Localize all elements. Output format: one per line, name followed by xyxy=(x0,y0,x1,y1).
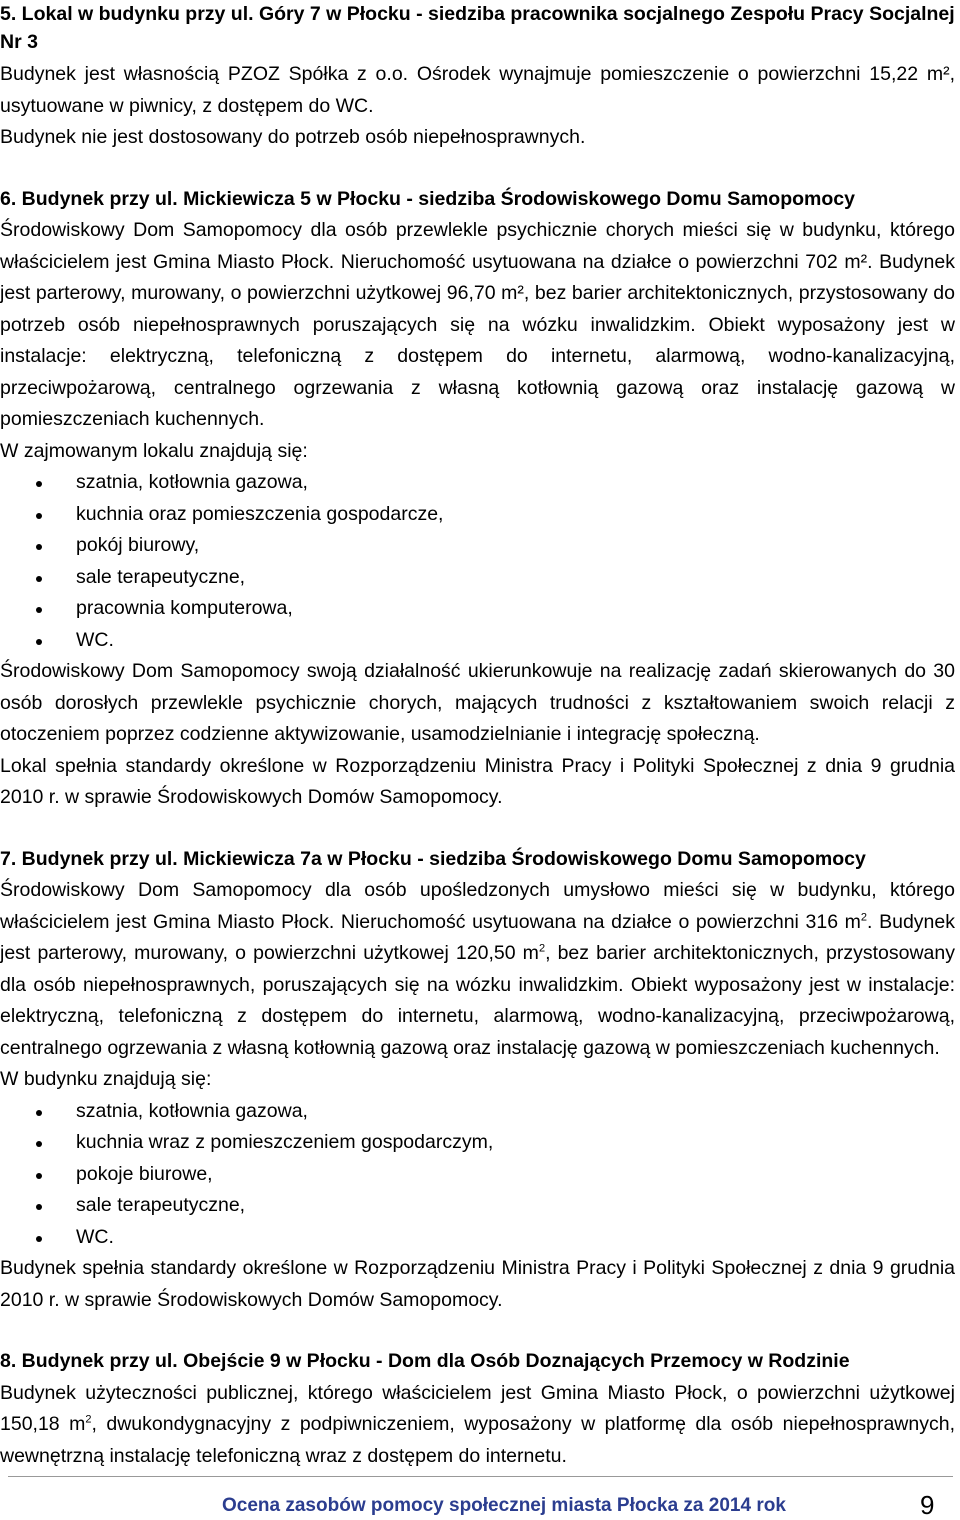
section-6-list-intro: W zajmowanym lokalu znajdują się: xyxy=(0,439,308,462)
section-7-list-intro: W budynku znajdują się: xyxy=(0,1068,212,1090)
list-item: kuchnia wraz z pomieszczeniem gospodarczym, xyxy=(0,1127,955,1159)
bullet-icon xyxy=(36,1141,42,1147)
section-7-paragraph-2: Budynek spełnia standardy określone w Rozporządzeniu Ministra Pracy i Polityki Społecznej z dnia 9 grudnia 2010 r. w sprawie Środowiskowych Domów Samopomocy. xyxy=(0,1257,955,1311)
section-7-list xyxy=(0,1096,955,1254)
footer-title: Ocena zasobów pomocy społecznej miasta Płocka za 2014 rok xyxy=(222,1495,786,1516)
list-item: kuchnia oraz pomieszczenia gospodarcze, xyxy=(0,499,955,531)
bullet-icon xyxy=(36,1204,42,1210)
list-item: sale terapeutyczne, xyxy=(0,562,955,594)
list-item: szatnia, kotłownia gazowa, xyxy=(0,1096,955,1128)
section-6-paragraph-1: Środowiskowy Dom Samopomocy dla osób przewlekle psychicznie chorych mieści się w budynku, którego właścicielem jest Gmina Miasto Płock. Nieruchomość usytuowana na działce o powierzchni 702 m². Budynek jest parterowy, murowany, o powierzchni użytkowej 96,70 m², bez barier architektonicznych, przystosowany do potrzeb osób niepełnosprawnych poruszających się na wózku inwalidzkim. Obiekt wyposażony jest w instalacje: elektryczną, telefoniczną z dostępem do internetu, alarmową, wodno-kanalizacyjną, przeciwpożarową, centralnego ogrzewania z własną kotłownią gazową oraz instalację gazową w pomieszczeniach kuchennych. xyxy=(0,219,955,430)
bullet-icon xyxy=(36,1110,42,1116)
list-item: pokoje biurowe, xyxy=(0,1159,955,1191)
list-item: pracownia komputerowa, xyxy=(0,593,955,625)
bullet-icon xyxy=(36,1236,42,1242)
list-item: WC. xyxy=(0,625,955,657)
page-number: 9 xyxy=(920,1490,935,1520)
section-7-heading: 7. Budynek przy ul. Mickiewicza 7a w Płocku - siedziba Środowiskowego Domu Samopomocy xyxy=(0,847,866,870)
section-6-paragraph-2: Środowiskowy Dom Samopomocy swoją działalność ukierunkowuje na realizację zadań skierowanych do 30 osób dorosłych przewlekle psychicznie chorych, mających trudności z kształtowaniem swoich relacji z otoczeniem poprzez codzienne aktywizowanie, usamodzielnianie i integrację społeczną. xyxy=(0,660,955,745)
list-item: WC. xyxy=(0,1222,955,1254)
bullet-icon xyxy=(36,1173,42,1179)
bullet-icon xyxy=(36,513,42,519)
section-8-heading: 8. Budynek przy ul. Obejście 9 w Płocku - Dom dla Osób Doznających Przemocy w Rodzinie xyxy=(0,1350,850,1372)
section-7-paragraph-1: Środowiskowy Dom Samopomocy dla osób upośledzonych umysłowo mieści się w budynku, którego właścicielem jest Gmina Miasto Płock. Nieruchomość usytuowana na działce o powierzchni 316 $m^2$. Budynek jest parterowy, murowany, o powierzchni użytkowej 120,50 $m^2$, bez barier architektonicznych, przystosowany dla osób niepełnosprawnych, poruszających się na wózku inwalidzkim. Obiekt wyposażony jest w instalacje: elektryczną, telefoniczną z dostępem do internetu, alarmową, wodno-kanalizacyjną, przeciwpożarową, centralnego ogrzewania z własną kotłownią gazową oraz instalację gazową w pomieszczeniach kuchennych. xyxy=(0,879,956,1059)
list-item: sale terapeutyczne, xyxy=(0,1190,955,1222)
bullet-icon xyxy=(36,607,42,613)
bullet-icon xyxy=(36,576,42,582)
section-5-paragraph-2: Budynek nie jest dostosowany do potrzeb osób niepełnosprawnych. xyxy=(0,126,586,148)
section-8-paragraph-1: Budynek użyteczności publicznej, którego właścicielem jest Gmina Miasto Płock, o powierzchni użytkowej 150,18 $m^2$, dwukondygnacyjny z podpiwniczeniem, wyposażony w platformę dla osób niepełnosprawnych, wewnętrzną instalację telefoniczną wraz z dostępem do internetu. xyxy=(0,1381,955,1467)
bullet-icon xyxy=(36,639,42,645)
bullet-icon xyxy=(36,544,42,550)
section-5-paragraph-1: Budynek jest własnością PZOZ Spółka z o.o. Ośrodek wynajmuje pomieszczenie o powierzchni 15,22 m², usytuowane w piwnicy, z dostępem do WC. xyxy=(0,63,955,117)
section-5-heading: 5. Lokal w budynku przy ul. Góry 7 w Płocku - siedziba pracownika socjalnego Zespołu Pracy Socjalnej Nr 3 xyxy=(0,3,955,53)
section-6-heading: 6. Budynek przy ul. Mickiewicza 5 w Płocku - siedziba Środowiskowego Domu Samopomocy xyxy=(0,187,855,210)
section-6-paragraph-3: Lokal spełnia standardy określone w Rozporządzeniu Ministra Pracy i Polityki Społecznej z dnia 9 grudnia 2010 r. w sprawie Środowiskowych Domów Samopomocy. xyxy=(0,754,955,808)
section-6-list xyxy=(0,467,955,656)
list-item: szatnia, kotłownia gazowa, xyxy=(0,467,955,499)
bullet-icon xyxy=(36,481,42,487)
list-item: pokój biurowy, xyxy=(0,530,955,562)
footer-divider xyxy=(8,1476,953,1477)
